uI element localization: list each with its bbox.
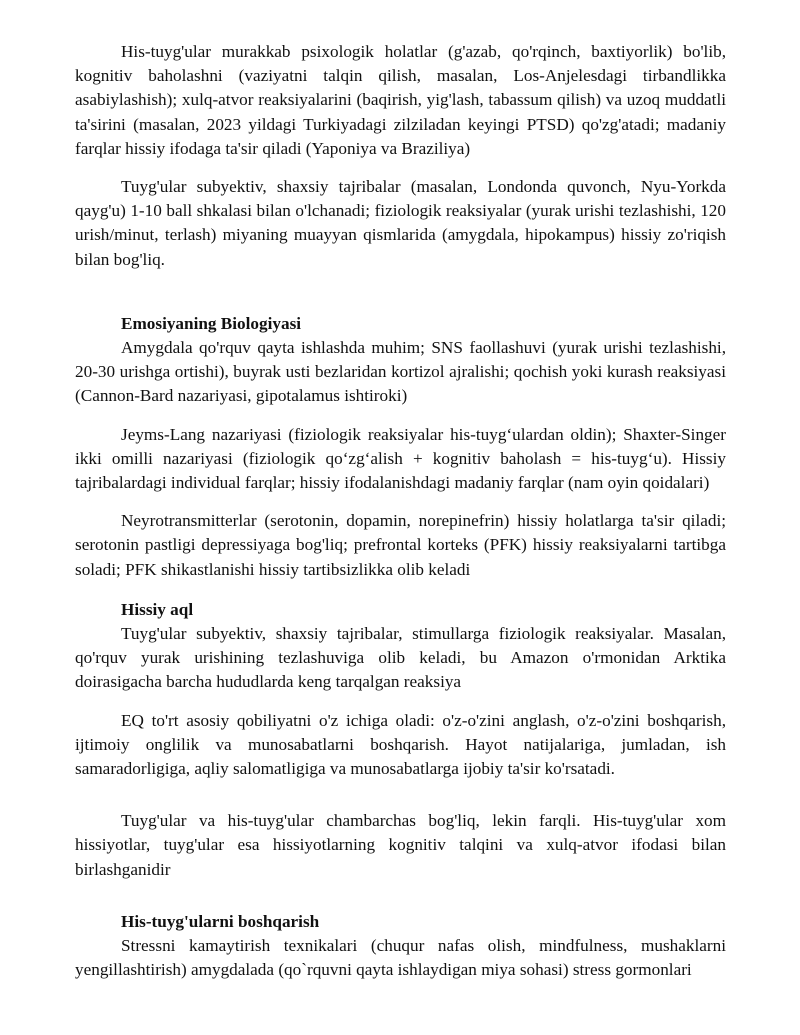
heading-biology: Emosiyaning Biologiyasi bbox=[121, 313, 302, 333]
biology-paragraph-2: Jeyms-Lang nazariyasi (fiziologik reaksiyalar his-tuyg‘ulardan oldin); Shaxter-Singer ikki omilli nazariyasi (fiziologik qo‘zg‘alish + kognitiv baholash = his-tuyg‘u). Hissiy tajribalardagi individual farqlar; hissiy ifodalanishdagi madaniy farqlar (nam oyin qoidalari) bbox=[75, 424, 726, 493]
regulation-paragraph-1: Stressni kamaytirish texnikalari (chuqur nafas olish, mindfulness, mushaklarni yengillashtirish) amygdalada (qo`rquvni qayta ishlaydigan miya sohasi) stress gormonlari bbox=[75, 936, 726, 980]
eq-paragraph-2: EQ to'rt asosiy qobiliyatni o'z ichiga oladi: o'z-o'zini anglash, o'z-o'zini boshqarish, ijtimoiy onglilik va munosabatlarni boshqarish. Hayot natijalariga, jumladan, ish samaradorligiga, aqliy salomatligiga va munosabatlarga ijobiy ta'sir ko'rsatadi. bbox=[75, 710, 726, 779]
intro-paragraph-1: His-tuyg'ular murakkab psixologik holatlar (g'azab, qo'rqinch, baxtiyorlik) bo'lib, kognitiv baholashni (vaziyatni talqin qilish, masalan, Los-Anjelesdagi tirbandlikka asabiylashish); xulq-atvor reaksiyalarini (baqirish, yig'lash, tabassum qilish) va uzoq muddatli ta'sirini (masalan, 2023 yildagi Turkiyadagi zilziladan keyingi PTSD) qo'zg'atadi; madaniy farqlar hissiy ifodaga ta'sir qiladi (Yaponiya va Braziliya) bbox=[75, 42, 726, 158]
eq-paragraph-3: Tuyg'ular va his-tuyg'ular chambarchas bog'liq, lekin farqli. His-tuyg'ular xom hissiyotlar, tuyg'ular esa hissiyotlarning kognitiv talqini va xulq-atvor ifodasi bilan birlashganidir bbox=[75, 811, 726, 879]
heading-regulation: His-tuyg'ularni boshqarish bbox=[121, 911, 320, 931]
intro-paragraph-2: Tuyg'ular subyektiv, shaxsiy tajribalar (masalan, Londonda quvonch, Nyu-Yorkda qayg'u) 1-10 ball shkalasi bilan o'lchanadi; fiziologik reaksiyalar (yurak urishi tezlashishi, 120 urish/minut, terlash) miyaning muayyan qismlarida (amygdala, hipokampus) hissiy zo'riqish bilan bog'liq. bbox=[75, 177, 726, 269]
eq-paragraph-1: Tuyg'ular subyektiv, shaxsiy tajribalar, stimullarga fiziologik reaksiyalar. Masalan, qo'rquv yurak urishining tezlashuviga olib keladi, bu Amazon o'rmonidan Arktika doirasigacha barcha hududlarda keng tarqalgan reaksiya bbox=[75, 624, 726, 692]
biology-paragraph-1: Amygdala qo'rquv qayta ishlashda muhim; SNS faollashuvi (yurak urishi tezlashishi, 20-30 urishga ortishi), buyrak usti bezlaridan kortizol ajralishi; qochish yoki kurash reaksiyasi (Cannon-Bard nazariyasi, gipotalamus ishtiroki) bbox=[75, 338, 726, 406]
biology-paragraph-3: Neyrotransmitterlar (serotonin, dopamin, norepinefrin) hissiy holatlarga ta'sir qiladi; serotonin pastligi depressiyaga bog'liq; prefrontal korteks (PFK) hissiy reaksiyalarni tartibga soladi; PFK shikastlanishi hissiy tartibsizlikka olib keladi bbox=[75, 511, 726, 579]
heading-eq: Hissiy aql bbox=[121, 599, 194, 619]
